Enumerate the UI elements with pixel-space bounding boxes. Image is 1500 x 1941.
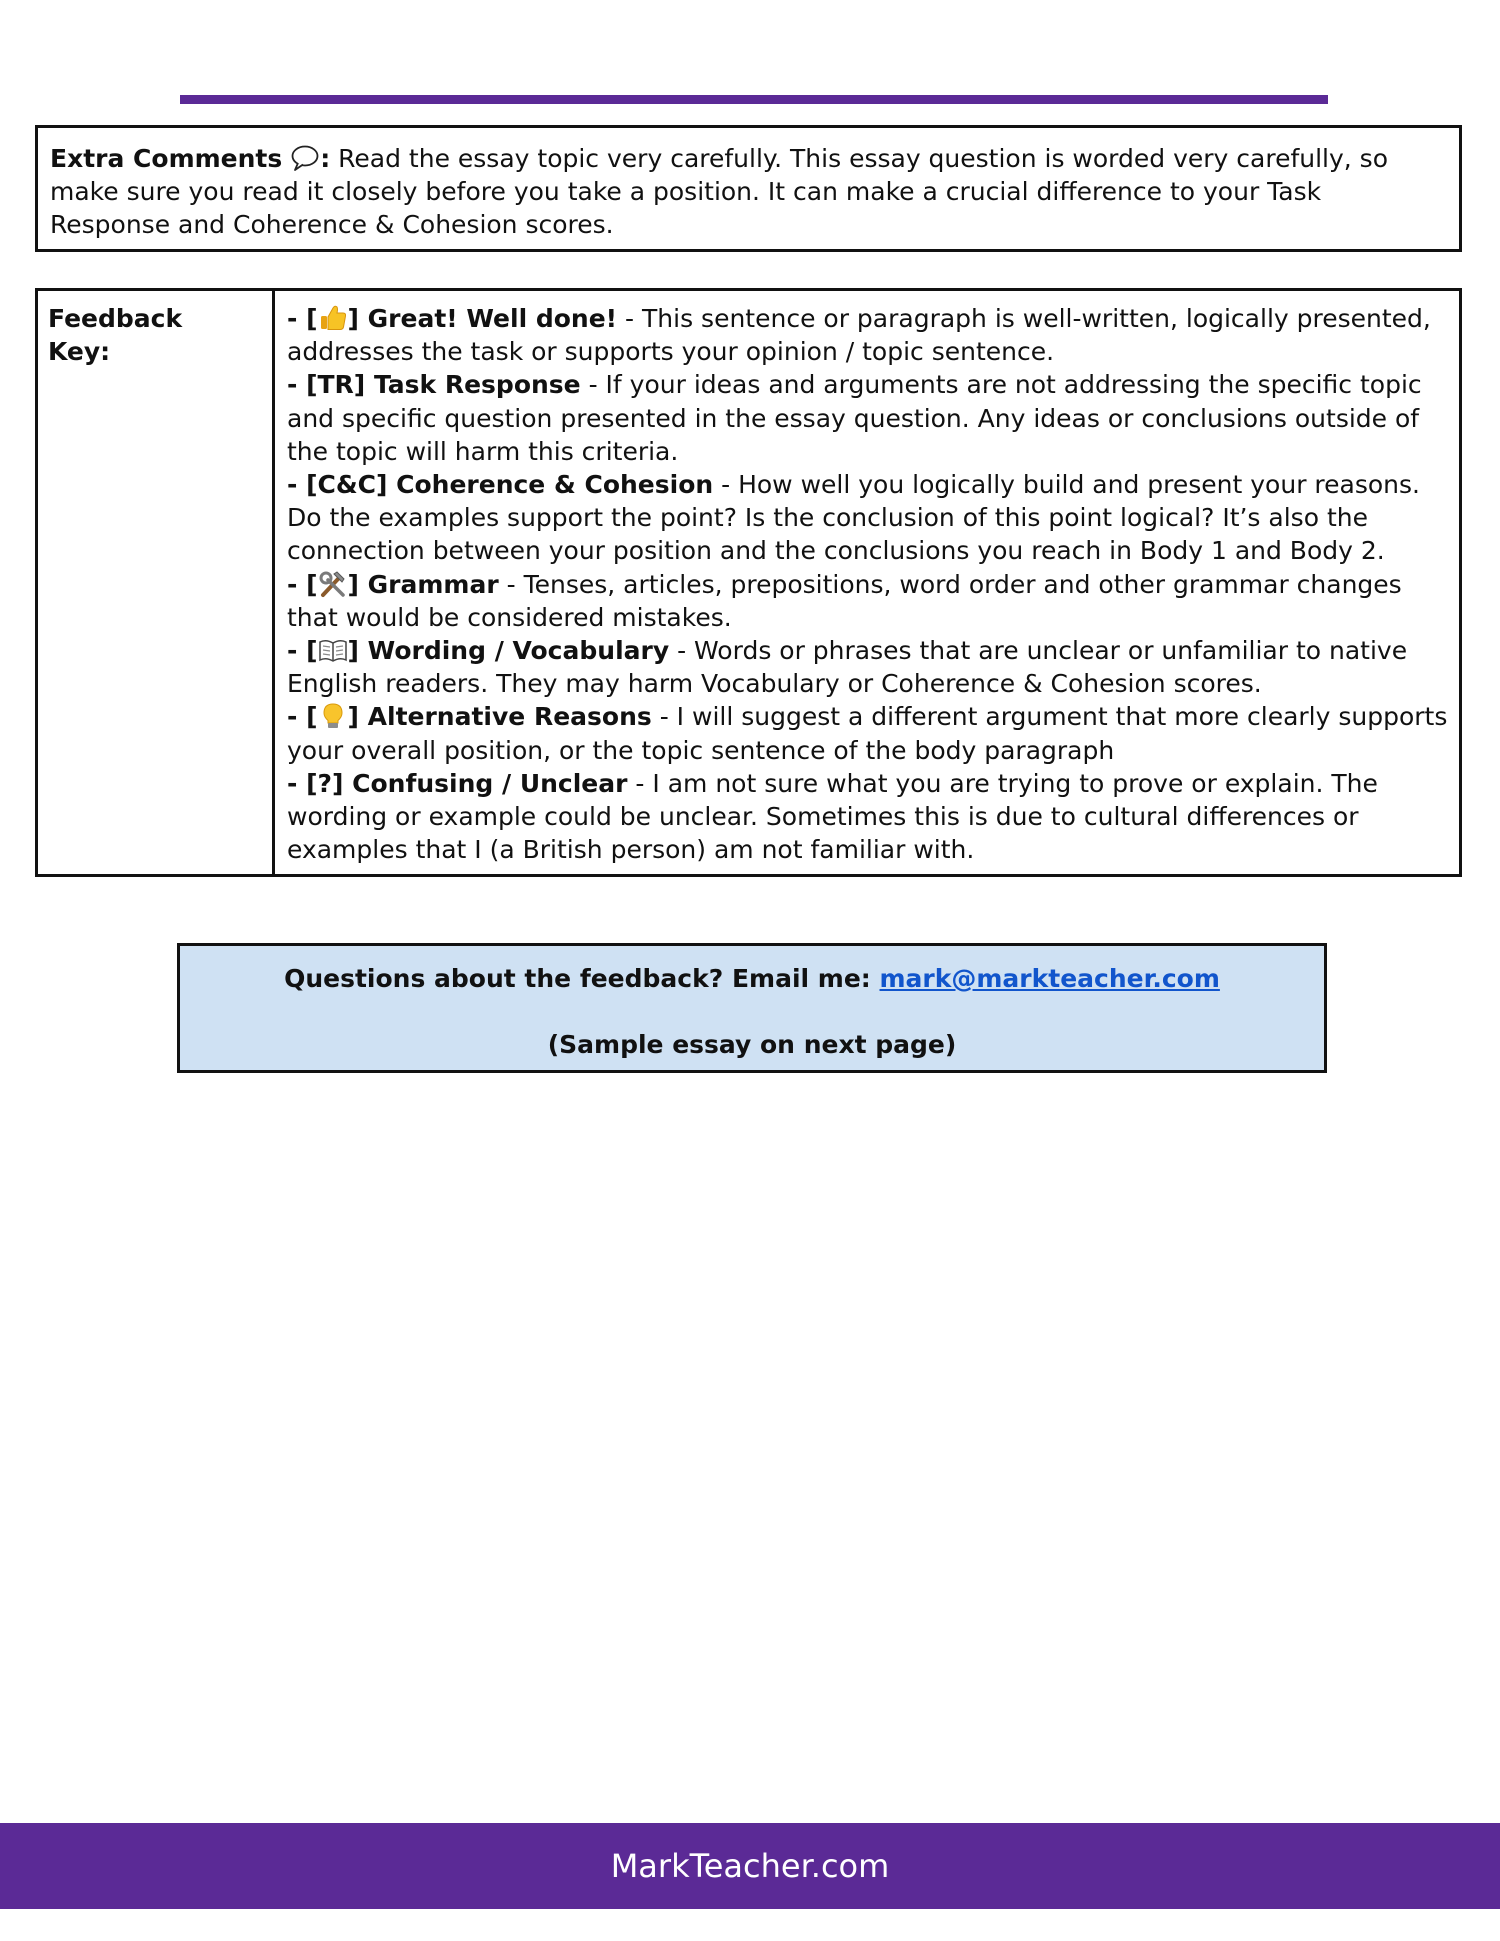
feedback-key-label xyxy=(38,291,275,874)
feedback-item-great xyxy=(287,302,1449,368)
feedback-item-title: - [?] Confusing / Unclear xyxy=(287,768,628,798)
feedback-item-title: - [TR] Task Response xyxy=(287,370,581,400)
feedback-item-text: - If your ideas and arguments are not addressing the specific topic and specific question presented in the essay question. Any ideas or conclusions outside of the topic will harm this criteria. xyxy=(287,370,1422,466)
feedback-item-text: - Tenses, articles, prepositions, word order and other grammar changes that would be considered mistakes. xyxy=(287,569,1402,632)
feedback-item-text: - This sentence or paragraph is well-written, logically presented, addresses the task or supports your opinion / topic sentence. xyxy=(287,304,1431,367)
speech-bubble-icon xyxy=(290,144,320,172)
feedback-item-grammar xyxy=(287,568,1449,634)
feedback-item-prefix: - [ xyxy=(287,304,318,333)
feedback-item-text: - I will suggest a different argument that more clearly supports your overall position, or the topic sentence of the body paragraph xyxy=(287,702,1448,765)
extra-comments-text: Read the essay topic very carefully. This essay question is worded very carefully, so make sure you read it closely before you take a position. It can make a crucial difference to your Task Response and Coherence & Cohesion scores. xyxy=(50,144,1388,239)
feedback-item-alternative xyxy=(287,700,1449,766)
feedback-key-label-line1: Feedback xyxy=(48,304,183,333)
feedback-key-items xyxy=(275,291,1459,874)
contact-box xyxy=(177,943,1327,1073)
feedback-item-title: ] Wording / Vocabulary xyxy=(347,636,670,666)
feedback-item-text: - I am not sure what you are trying to prove or explain. The wording or example could be unclear. Sometimes this is due to cultural differences or examples that I (a British person) am not familiar with. xyxy=(287,768,1378,865)
contact-question: Questions about the feedback? Email me: xyxy=(284,964,880,993)
top-divider xyxy=(180,95,1328,104)
contact-note: (Sample essay on next page) xyxy=(547,1030,957,1059)
extra-comments-label: Extra Comments xyxy=(50,144,283,173)
feedback-item-text: - How well you logically build and present your reasons. Do the examples support the point? Is the conclusion of this point logical? It’s also the connection between your position and the conclusions you reach in Body 1 and Body 2. xyxy=(287,470,1420,566)
feedback-item-title: ] Great! Well done! xyxy=(347,304,618,333)
extra-comments-box xyxy=(35,125,1462,252)
footer-bar xyxy=(0,1823,1500,1909)
feedback-item-prefix: - [ xyxy=(287,569,318,599)
feedback-item-title: ] Alternative Reasons xyxy=(347,702,652,732)
feedback-item-title: - [C&C] Coherence & Cohesion xyxy=(287,470,714,500)
extra-comments-colon: : xyxy=(320,144,331,173)
feedback-item-coherence xyxy=(287,468,1449,568)
feedback-item-text: - Words or phrases that are unclear or unfamiliar to native English readers. They may harm Vocabulary or Coherence & Cohesion scores. xyxy=(287,636,1408,699)
feedback-key-table xyxy=(35,288,1462,877)
feedback-key-label-line2: Key: xyxy=(48,337,111,366)
feedback-item-prefix: - [ xyxy=(287,702,318,732)
footer-text: MarkTeacher.com xyxy=(610,1847,890,1885)
light-bulb-icon xyxy=(318,702,348,730)
open-book-icon xyxy=(318,636,348,664)
email-link[interactable]: mark@markteacher.com xyxy=(879,964,1220,993)
contact-line xyxy=(180,962,1324,995)
feedback-item-title: ] Grammar xyxy=(347,569,499,599)
tools-icon xyxy=(318,570,348,598)
feedback-item-confusing xyxy=(287,767,1449,867)
feedback-item-vocabulary xyxy=(287,634,1449,700)
feedback-item-prefix: - [ xyxy=(287,636,318,666)
feedback-item-task-response xyxy=(287,368,1449,468)
thumbs-up-icon xyxy=(318,304,348,332)
